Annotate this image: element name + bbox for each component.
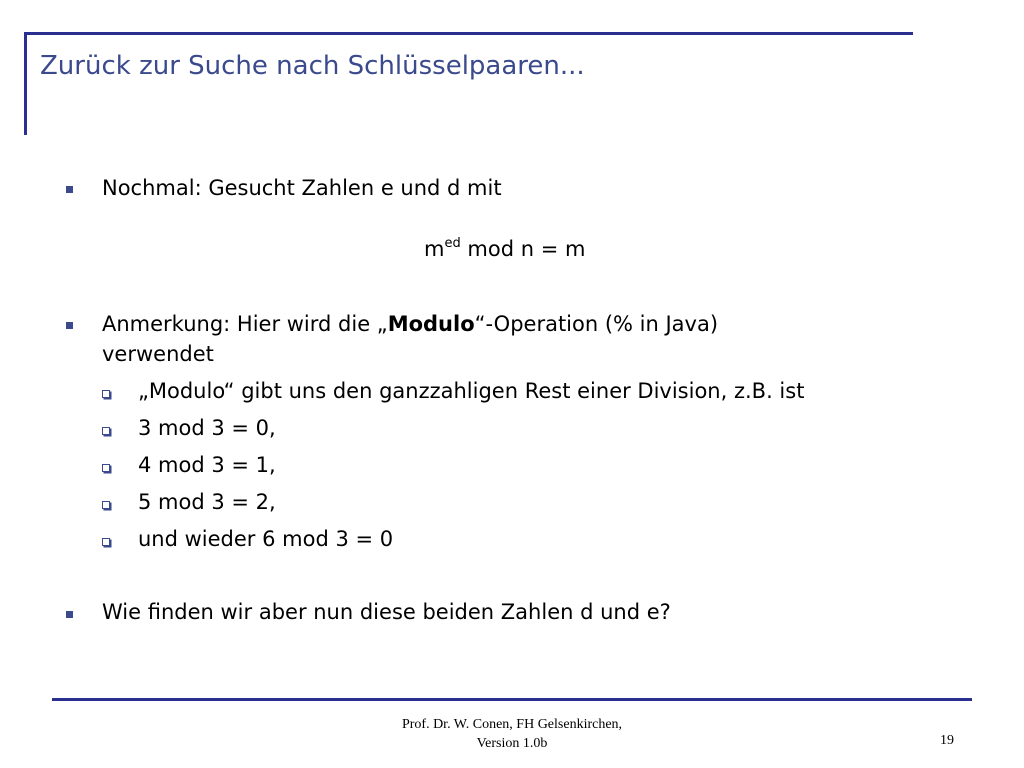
sub-bullet-text: 3 mod 3 = 0, — [138, 416, 276, 440]
sub-bullet-text: 5 mod 3 = 2, — [138, 490, 276, 514]
footer — [372, 715, 652, 753]
square-bullet-icon — [66, 186, 73, 193]
hollow-square-bullet-icon — [102, 501, 110, 509]
sub-bullet-text: 4 mod 3 = 1, — [138, 453, 276, 477]
footer-version: Version 1.0b — [476, 736, 548, 751]
bullet-text — [102, 309, 718, 339]
bullet-text-continuation: verwendet — [102, 342, 214, 366]
bullet-prefix: Anmerkung: Hier wird die „ — [102, 312, 388, 336]
bullet-text: Wie finden wir aber nun diese beiden Zahlen d und e? — [102, 600, 671, 624]
bullet-suffix: “-Operation (% in Java) — [474, 312, 719, 336]
formula — [424, 234, 585, 264]
bullet-bold-term: Modulo — [387, 312, 475, 336]
square-bullet-icon — [66, 611, 73, 618]
bullet-text: Nochmal: Gesucht Zahlen e und d mit — [102, 176, 502, 200]
formula-rest: mod n = m — [460, 237, 586, 261]
formula-base: m — [424, 237, 445, 261]
title-top-rule — [24, 32, 913, 35]
footer-rule — [52, 698, 972, 701]
square-bullet-icon — [66, 322, 73, 329]
sub-bullet-text: „Modulo“ gibt uns den ganzzahligen Rest einer Division, z.B. ist — [138, 379, 805, 403]
page-number: 19 — [940, 733, 954, 748]
hollow-square-bullet-icon — [102, 464, 110, 472]
title-left-rule — [24, 32, 27, 135]
hollow-square-bullet-icon — [102, 390, 110, 398]
slide-title: Zurück zur Suche nach Schlüsselpaaren... — [40, 51, 585, 81]
sub-bullet-text: und wieder 6 mod 3 = 0 — [138, 527, 394, 551]
formula-exponent: ed — [444, 236, 461, 251]
hollow-square-bullet-icon — [102, 538, 110, 546]
footer-author: Prof. Dr. W. Conen, FH Gelsenkirchen, — [401, 717, 623, 732]
hollow-square-bullet-icon — [102, 427, 110, 435]
